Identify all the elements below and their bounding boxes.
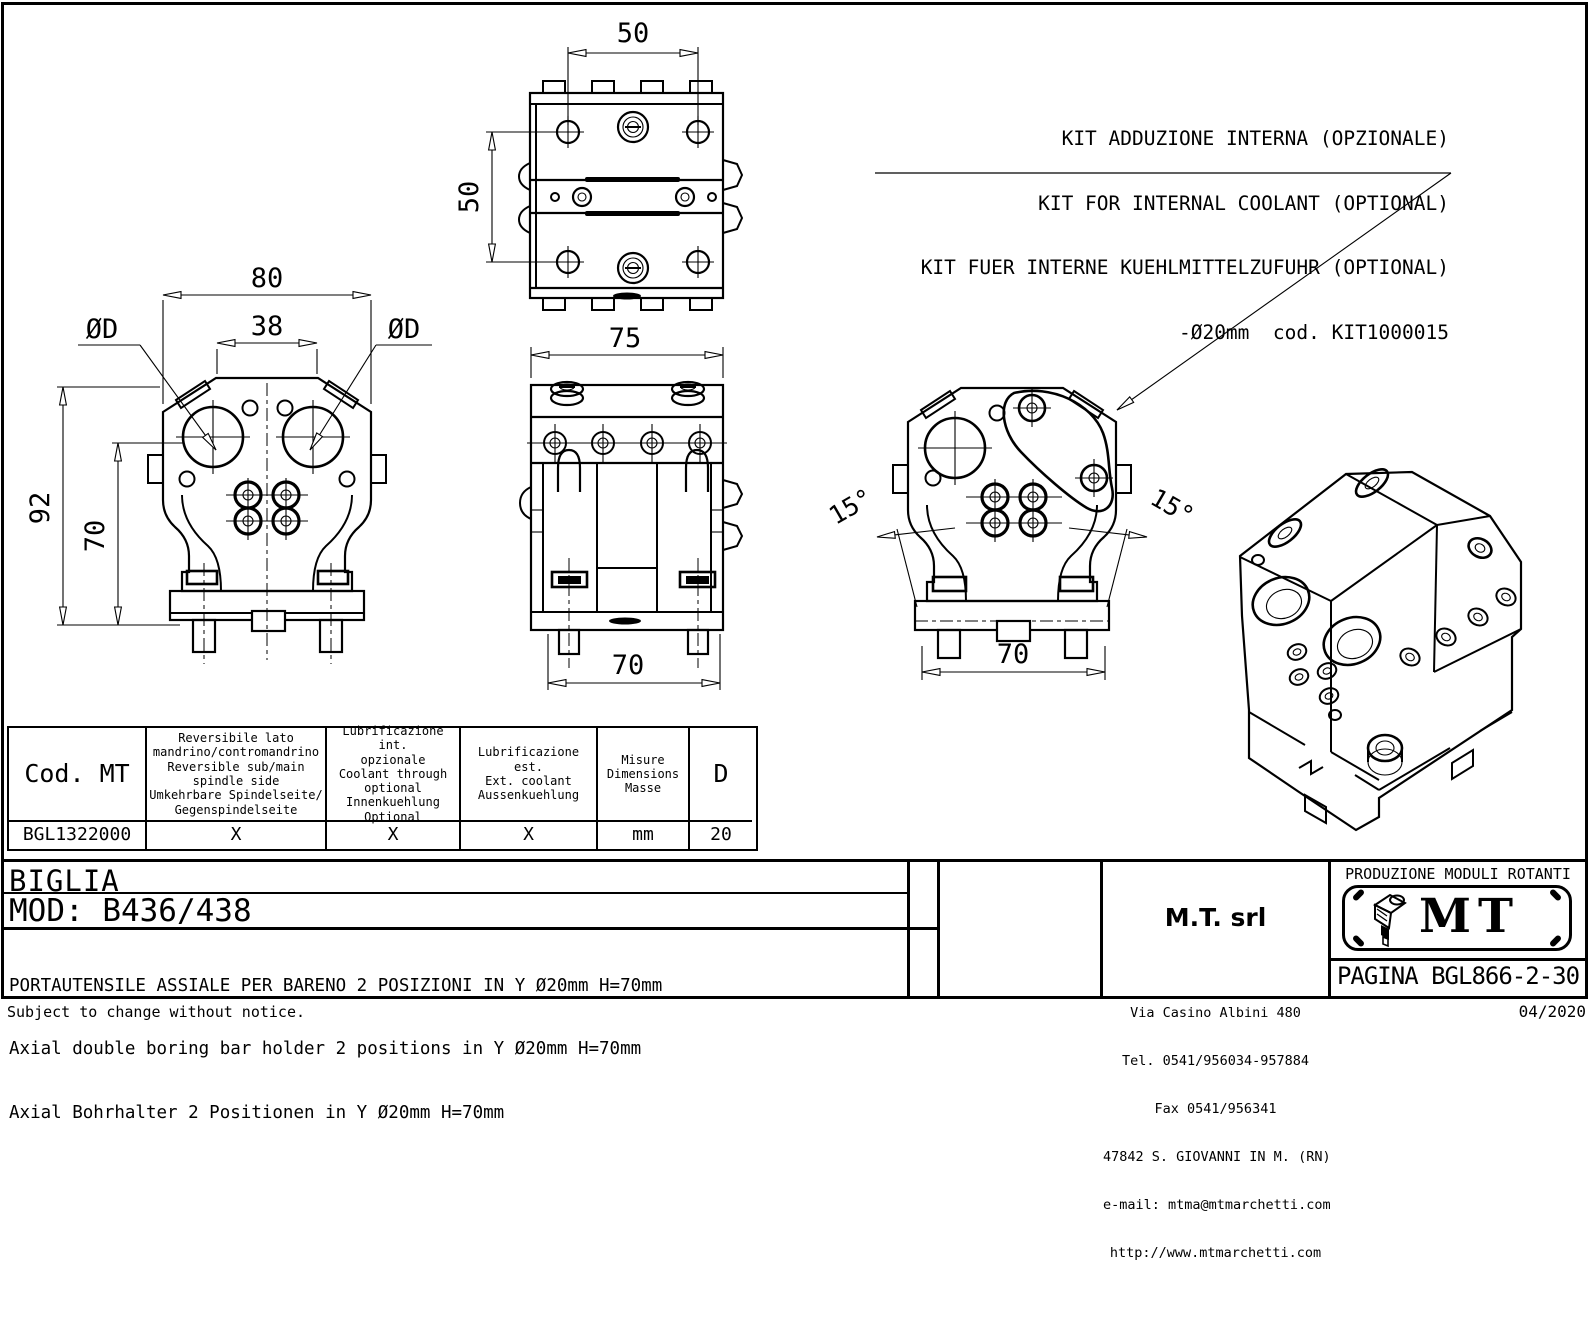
title-block-divider xyxy=(907,862,910,999)
footer-disclaimer: Subject to change without notice. xyxy=(7,1003,306,1021)
part-description-it: PORTAUTENSILE ASSIALE PER BARENO 2 POSIZIONI IN Y Ø20mm H=70mm xyxy=(9,975,663,996)
logo-screw-icon xyxy=(1549,888,1562,901)
header-line: Lubrificazione int. xyxy=(342,723,444,753)
spec-table-header-int-coolant xyxy=(327,723,461,824)
spec-table xyxy=(7,723,758,851)
title-block-divider xyxy=(1328,958,1585,961)
dim-front-bore-spacing: 38 xyxy=(250,311,284,342)
spec-table-header-code: Cod. MT xyxy=(9,728,147,822)
header-line: spindle side xyxy=(192,774,280,788)
spec-table-cell-code: BGL1322000 xyxy=(9,822,147,849)
mt-logo-text: MT xyxy=(1419,889,1521,944)
header-line: Coolant through xyxy=(338,766,448,781)
dim-angle-base-width: 70 xyxy=(996,639,1030,670)
spec-table-cell-int-coolant: X xyxy=(327,822,461,849)
front-view-drawing xyxy=(25,263,432,664)
bore-diameter-label-left: ØD xyxy=(85,314,119,345)
dim-top-height: 50 xyxy=(454,180,485,214)
header-line: Dimensions xyxy=(606,766,680,781)
header-line: Reversible sub/main xyxy=(167,759,305,774)
spec-table-header-reversible xyxy=(147,728,327,822)
kit-note-line: -Ø20mm cod. KIT1000015 xyxy=(1178,320,1449,344)
part-description-en: Axial double boring bar holder 2 positions in Y Ø20mm H=70mm xyxy=(9,1039,642,1060)
spec-table-header-ext-coolant xyxy=(461,728,598,822)
angle-view-drawing xyxy=(824,388,1199,680)
manufacturer-info xyxy=(1103,865,1331,1331)
spec-table-header-d: D xyxy=(690,728,752,822)
spec-table-cell-unit: mm xyxy=(598,822,690,849)
mt-logo xyxy=(1342,885,1572,951)
part-description xyxy=(9,933,662,1167)
kit-note-line: KIT FOR INTERNAL COOLANT (OPTIONAL) xyxy=(1038,191,1449,215)
spec-table-header-dimensions xyxy=(598,728,690,822)
manufacturer-email: e-mail: mtma@mtmarchetti.com xyxy=(1103,1197,1331,1213)
logo-screw-icon xyxy=(1549,934,1562,947)
dim-side-width: 75 xyxy=(608,323,642,354)
spec-table-cell-reversible: X xyxy=(147,822,327,849)
dim-side-base-width: 70 xyxy=(611,650,645,681)
rotary-module-icon xyxy=(1363,889,1415,947)
spec-table-cell-ext-coolant: X xyxy=(461,822,598,849)
header-line: mandrino/contromandrino xyxy=(152,745,320,760)
header-line: Misure xyxy=(621,752,665,767)
production-header: PRODUZIONE MODULI ROTANTI xyxy=(1345,865,1571,883)
header-line: opzionale xyxy=(360,752,426,767)
dim-angle-right: 15° xyxy=(1145,482,1200,531)
address-line: Fax 0541/956341 xyxy=(1154,1101,1277,1117)
title-block-divider xyxy=(937,862,940,999)
address-line: 47842 S. GIOVANNI IN M. (RN) xyxy=(1103,1149,1331,1165)
header-line: Ext. coolant xyxy=(485,774,572,788)
kit-note xyxy=(921,85,1449,386)
header-line: Aussenkuehlung xyxy=(477,788,580,803)
dim-top-width: 50 xyxy=(616,18,650,49)
top-view-drawing xyxy=(454,18,742,310)
header-line: Optional xyxy=(364,809,422,824)
footer-date: 04/2020 xyxy=(1518,1002,1586,1021)
kit-note-line: KIT FUER INTERNE KUEHLMITTELZUFUHR (OPTIONAL) xyxy=(920,256,1449,279)
header-line: Lubrificazione est. xyxy=(477,745,580,774)
header-line: Gegenspindelseite xyxy=(174,802,298,817)
page-reference: PAGINA BGL866-2-30 xyxy=(1336,962,1580,990)
address-line: Tel. 0541/956034-957884 xyxy=(1122,1053,1309,1069)
header-line: Reversibile lato xyxy=(178,731,294,746)
side-view-drawing xyxy=(520,323,742,690)
bore-diameter-label-right: ØD xyxy=(387,314,421,345)
header-line: optional xyxy=(364,781,422,796)
header-line: Innenkuehlung xyxy=(346,795,440,810)
customer-brand: BIGLIA xyxy=(9,864,120,898)
machine-model: MOD: B436/438 xyxy=(9,893,252,929)
header-line: Masse xyxy=(624,781,662,796)
dim-front-width: 80 xyxy=(250,263,284,294)
dim-angle-left: 15° xyxy=(823,482,878,531)
manufacturer-name: M.T. srl xyxy=(1164,903,1267,932)
kit-note-line: KIT ADDUZIONE INTERNA (OPZIONALE) xyxy=(1061,127,1449,150)
manufacturer-website: http://www.mtmarchetti.com xyxy=(1109,1245,1322,1261)
spec-table-cell-d-value: 20 xyxy=(710,824,732,846)
header-line: Umkehrbare Spindelseite/ xyxy=(149,788,323,803)
part-description-de: Axial Bohrhalter 2 Positionen in Y Ø20mm H=70mm xyxy=(9,1103,505,1124)
isometric-view-drawing xyxy=(1240,464,1521,830)
manufacturer-address xyxy=(1103,973,1331,1293)
dim-front-inner-height: 70 xyxy=(80,519,111,553)
address-line: Via Casino Albini 480 xyxy=(1130,1005,1301,1021)
dim-front-height: 92 xyxy=(25,491,56,525)
